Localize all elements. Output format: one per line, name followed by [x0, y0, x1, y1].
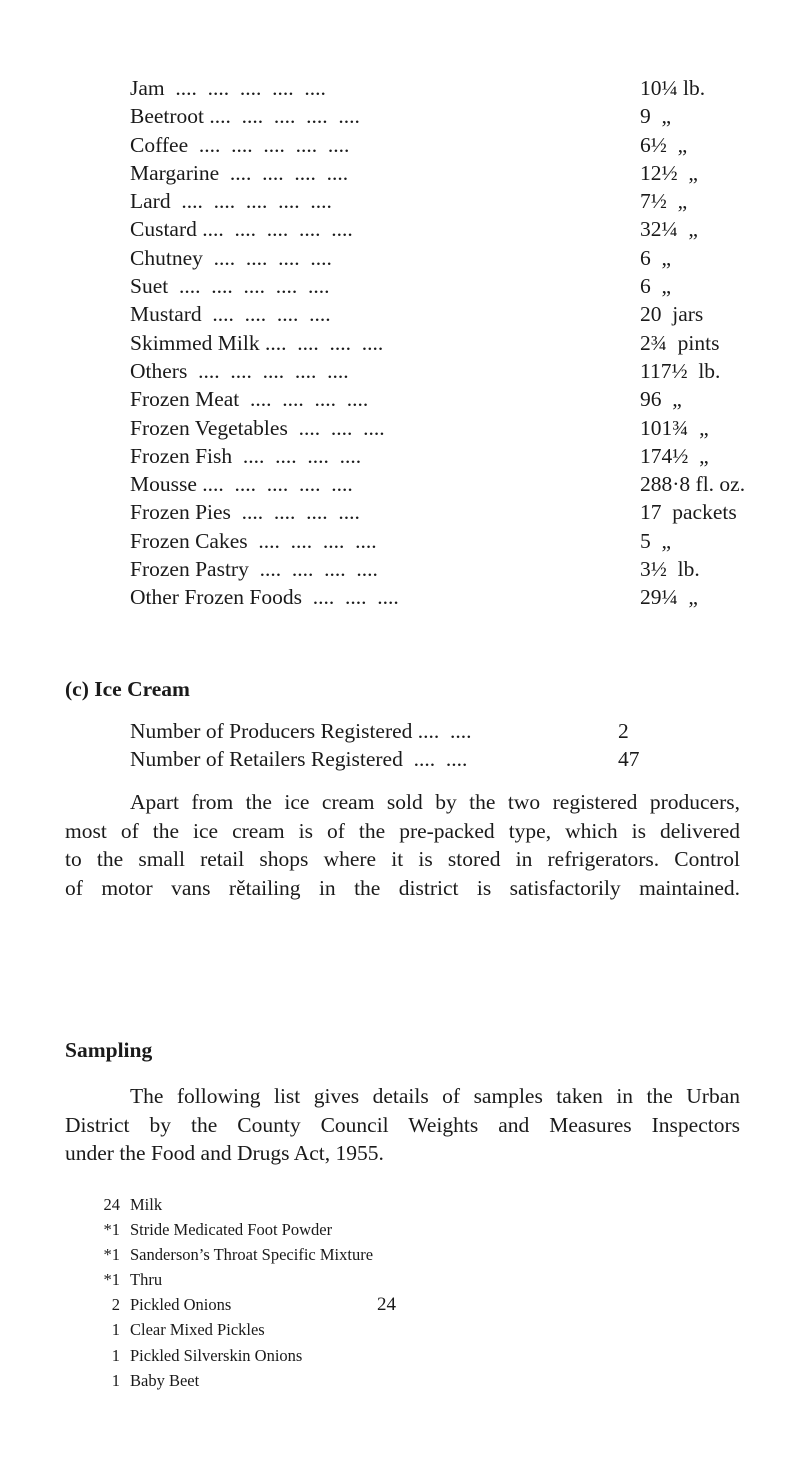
producers-registered-value: 2 [618, 719, 629, 743]
paragraph-line: of motor vans rětailing in the district is satisfactorily maintained. [65, 875, 740, 900]
item-name: Frozen Pies .... .... .... .... [130, 500, 360, 525]
item-name: Jam .... .... .... .... .... [130, 76, 326, 100]
sample-item [103, 1317, 265, 1342]
list-item [130, 442, 750, 470]
list-item [130, 414, 750, 442]
sample-count: 2 [111, 1295, 120, 1315]
paragraph-line: to the small retail shops where it is stored in refrigerators. Control [65, 847, 740, 871]
list-item [130, 215, 750, 243]
section-heading-sampling: Sampling [65, 1038, 153, 1062]
sample-count: 24 [103, 1195, 120, 1214]
item-amount: 6 „ [640, 245, 672, 270]
item-amount: 6½ „ [640, 132, 688, 157]
sample-count: 1 [111, 1370, 120, 1390]
item-amount: 3½ lb. [640, 557, 700, 582]
paragraph-line: District by the County Council Weights and Measures Inspectors [65, 1112, 740, 1137]
item-name: Chutney .... .... .... .... [130, 245, 332, 270]
sample-name: Stride Medicated Foot Powder [130, 1220, 333, 1240]
item-name: Mustard .... .... .... .... [130, 302, 331, 327]
paragraph-line: The following list gives details of samples taken in the Urban [130, 1084, 740, 1108]
item-amount: 9 „ [640, 104, 672, 129]
item-amount: 117½ lb. [640, 358, 721, 383]
sample-name: Clear Mixed Pickles [130, 1320, 265, 1340]
item-amount: 7½ „ [640, 189, 688, 214]
sample-item [103, 1267, 163, 1292]
item-name: Lard .... .... .... .... .... [130, 189, 332, 214]
item-amount: 17 packets [640, 500, 737, 525]
sample-item [103, 1292, 232, 1317]
item-amount: 101¾ „ [640, 415, 709, 440]
sampling-paragraph [65, 1082, 740, 1168]
item-name: Beetroot .... .... .... .... .... [130, 104, 360, 129]
list-item [130, 159, 750, 187]
ice-cream-paragraph [65, 788, 740, 902]
item-name: Margarine .... .... .... .... [130, 160, 349, 185]
item-name: Coffee .... .... .... .... .... [130, 132, 350, 157]
sample-name: Pickled Onions [130, 1295, 232, 1315]
list-item [130, 74, 750, 102]
sample-name: Milk [130, 1195, 163, 1214]
item-name: Frozen Vegetables .... .... .... [130, 415, 385, 440]
list-item [130, 555, 750, 583]
sample-name: Baby Beet [130, 1370, 200, 1390]
page-number: 24 [377, 1294, 396, 1315]
paragraph-line: under the Food and Drugs Act, 1955. [65, 1141, 384, 1165]
sample-count: *1 [103, 1245, 120, 1265]
list-item [130, 527, 750, 555]
list-item [130, 498, 750, 526]
item-amount: 32¼ „ [640, 217, 698, 242]
list-item [130, 131, 750, 159]
list-item [130, 272, 750, 300]
sample-name: Sanderson’s Throat Specific Mixture [130, 1245, 374, 1265]
item-name: Frozen Cakes .... .... .... .... [130, 528, 377, 553]
sample-item [103, 1368, 200, 1393]
sample-item [103, 1242, 374, 1267]
item-name: Custard .... .... .... .... .... [130, 217, 353, 242]
item-amount: 96 „ [640, 387, 682, 412]
item-name: Others .... .... .... .... .... [130, 358, 349, 383]
list-item [130, 385, 750, 413]
sample-list [103, 1192, 374, 1393]
paragraph-line: most of the ice cream is of the pre-packed type, which is delivered [65, 818, 740, 843]
section-heading-ice-cream: (c) Ice Cream [65, 677, 190, 701]
list-item [130, 583, 750, 611]
sample-name: Thru [130, 1270, 163, 1290]
sample-count: 1 [111, 1320, 120, 1340]
item-amount: 29¼ „ [640, 585, 698, 610]
item-amount: 10¼ lb. [640, 76, 706, 100]
sample-name: Pickled Silverskin Onions [130, 1345, 303, 1365]
item-amount: 2¾ pints [640, 330, 720, 355]
list-item [130, 102, 750, 130]
list-item [130, 300, 750, 328]
item-name: Suet .... .... .... .... .... [130, 274, 330, 299]
retailers-registered-value: 47 [618, 747, 640, 771]
item-amount: 5 „ [640, 528, 672, 553]
item-amount: 6 „ [640, 274, 672, 299]
sample-count: 1 [111, 1345, 120, 1365]
sample-count: *1 [103, 1270, 120, 1290]
retailers-registered-label: Number of Retailers Registered .... .... [130, 747, 468, 771]
producers-registered-label: Number of Producers Registered .... .... [130, 719, 472, 743]
list-item [130, 329, 750, 357]
list-item [130, 470, 750, 498]
item-name: Skimmed Milk .... .... .... .... [130, 330, 384, 355]
item-amount: 174½ „ [640, 443, 709, 468]
commodity-list [130, 74, 750, 612]
sample-item [103, 1217, 333, 1242]
item-amount: 288·8 fl. oz. [640, 472, 746, 497]
sample-count: *1 [103, 1220, 120, 1240]
paragraph-line: Apart from the ice cream sold by the two registered producers, [130, 790, 740, 814]
item-name: Mousse .... .... .... .... .... [130, 472, 353, 497]
sample-item [103, 1192, 163, 1217]
list-item [130, 357, 750, 385]
item-name: Frozen Meat .... .... .... .... [130, 387, 369, 412]
list-item [130, 187, 750, 215]
item-amount: 20 jars [640, 302, 704, 327]
list-item [130, 244, 750, 272]
item-name: Other Frozen Foods .... .... .... [130, 585, 399, 610]
item-amount: 12½ „ [640, 160, 698, 185]
sample-item [103, 1343, 303, 1368]
item-name: Frozen Pastry .... .... .... .... [130, 557, 378, 582]
item-name: Frozen Fish .... .... .... .... [130, 443, 362, 468]
